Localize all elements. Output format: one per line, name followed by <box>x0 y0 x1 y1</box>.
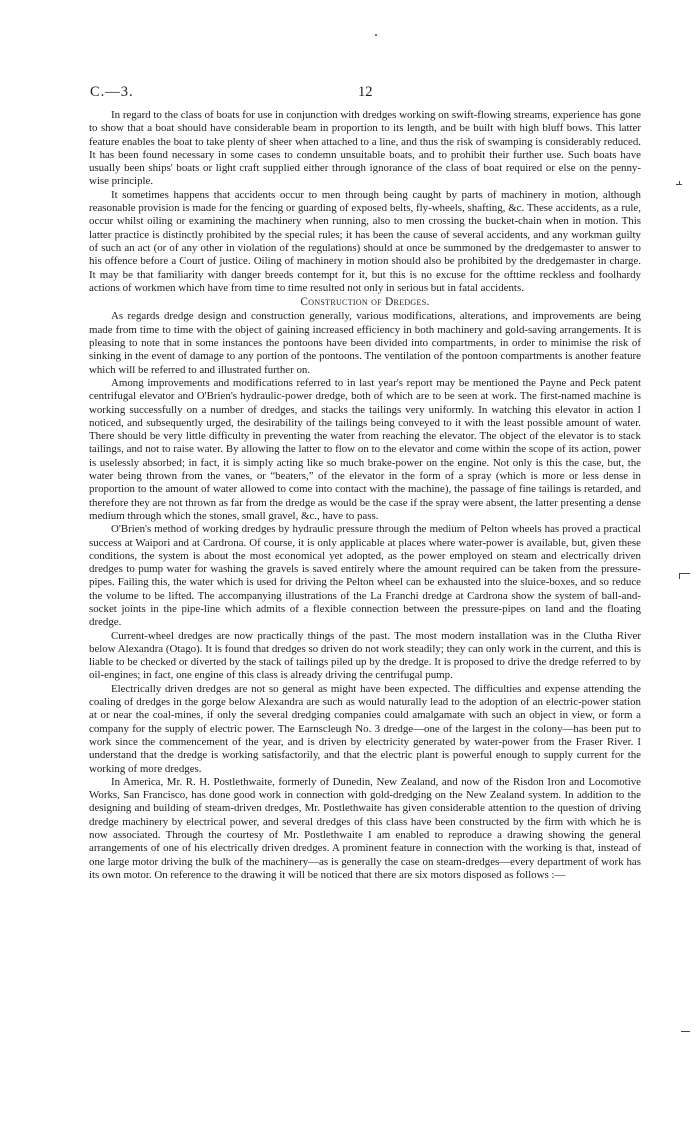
paragraph: As regards dredge design and construction generally, various modifications, alterations, and improvements are being made from time to time with the object of gaining increased efficiency in both machinery and gold-saving arrangements. It is pleasing to note that in some instances the pontoons have been divided into compartments, in order to minimise the risk of sinking in the event of damage to any portion of the pontoons. The ventilation of the pontoon compartments is another feature which will be referred to and illustrated further on. <box>89 310 641 376</box>
body-text <box>89 109 641 882</box>
document-reference: C.—3. <box>90 84 134 100</box>
paragraph: In regard to the class of boats for use in conjunction with dredges working on swift-flowing streams, experience has gone to show that a boat should have considerable beam in proportion to its length, and be built with high bluff bows. This latter feature enables the boat to take plenty of sheer when attached to a line, and thus the risk of swamping is considerably reduced. It has been found necessary in some cases to condemn unsuitable boats, and to prohibit their further use. Such boats have usually been ships' boats or light craft supplied either through ignorance of the class of boat required or else on the penny-wise principle. <box>89 109 641 188</box>
margin-mark <box>679 573 690 574</box>
page-number: 12 <box>358 84 373 100</box>
paragraph: Current-wheel dredges are now practically things of the past. The most modern installation was in the Clutha River below Alexandra (Otago). It is found that dredges so driven do not work steadily; they can only work in the current, and this is liable to be checked or diverted by the stack of tailings piled up by the dredge. It is proposed to drive the dredge referred to by oil-engines; in fact, one engine of this class is already driving the centrifugal pump. <box>89 629 641 682</box>
paragraph: Electrically driven dredges are not so general as might have been expected. The difficulties and expense attending the coaling of dredges in the gorge below Alexandra are such as would naturally lead to the adoption of an electric-power station at or near the coal-mines, if only the several dredging companies could amalgamate with such an object in view, or form a company for the supply of electric power. The Earnscleugh No. 3 dredge—one of the largest in the colony—has been put to work since the commencement of the year, and is driven by electricity generated by water-power from the Fraser River. I understand that the dredge is working satisfactorily, and that the electric plant is powerful enough to supply current for the working of more dredges. <box>89 682 641 775</box>
paragraph: In America, Mr. R. H. Postlethwaite, formerly of Dunedin, New Zealand, and now of the Risdon Iron and Locomotive Works, San Francisco, has done good work in connection with gold-dredging on the New Zealand system. In addition to the designing and building of steam-driven dredges, Mr. Postlethwaite has given considerable attention to the question of driving dredge machinery by electrical power, and several dredges of this class have been constructed by the firm with which he is now associated. Through the courtesy of Mr. Postlethwaite I am enabled to reproduce a drawing showing the general arrangements of one of his electrically driven dredges. A prominent feature in connection with the working is that, instead of one large motor driving the bulk of the machinery—as is generally the case on steam-dredges—every department of work has its own motor. On reference to the drawing it will be noticed that there are six motors disposed as follows :— <box>89 775 641 881</box>
margin-mark <box>679 181 680 185</box>
paragraph: It sometimes happens that accidents occur to men through being caught by parts of machinery in motion, although reasonable provision is made for the fencing or guarding of exposed belts, fly-wheels, shafting, &c. These accidents, as a rule, occur whilst oiling or examining the machinery when running, also to men crossing the bucket-chain when in motion. This latter practice is distinctly prohibited by the special rules; it has been the cause of several accidents, and any workman guilty of such an act (or of any other in violation of the regulations) should at once be summoned by the dredgemaster to answer to his offence before a Court of justice. Oiling of machinery in motion should also be prohibited by the dredgemaster in charge. It may be that familiarity with danger breeds contempt for it, but this is no excuse for the ofttime reckless and foolhardy actions of workmen which have from time to time resulted not only in serious but in fatal accidents. <box>89 188 641 294</box>
paragraph: O'Brien's method of working dredges by hydraulic pressure through the medium of Pelton wheels has proved a practical success at Waipori and at Cardrona. Of course, it is only applicable at places where water-power is available, but, given these conditions, the system is about the most economical yet adopted, as the power employed on steam and electrically driven dredges to pump water for washing the gravels is saved entirely where the amount required can be taken from the pressure-pipes. Failing this, the water which is used for driving the Pelton wheel can be exhausted into the sluice-boxes, and so reduce the volume to be lifted. The accompanying illustrations of the La Franchi dredge at Cardrona show the system of ball-and-socket joints in the pipe-line which admits of a flexible connection between the pressure-pipes on land and the floating dredge. <box>89 523 641 629</box>
page-header <box>90 84 640 104</box>
margin-mark <box>679 573 680 579</box>
margin-mark <box>375 34 377 36</box>
section-heading: Construction of Dredges. <box>300 296 430 309</box>
paragraph: Among improvements and modifications referred to in last year's report may be mentioned the Payne and Peck patent centrifugal elevator and O'Brien's hydraulic-power dredge, both of which are to be seen at work. The first-named machine is working successfully on a number of dredges, and stacks the tailings very uniformly. In watching this elevator in action I noticed, and subsequently urged, the desirability of the tailings being conveyed to it with the least possible amount of water. There should be very little difficulty in preventing the water from reaching the elevator. The object of the elevator is to stack tailings, and not to raise water. By allowing the latter to flow on to the elevator and come within the scope of its action, power is uselessly absorbed; in fact, it is simply acting like so much brake-power on the engine. Not only is this the case, but, the water being thrown from the vanes, or “beaters,” of the elevator in the form of a spray (which is more or less dense in proportion to the amount of water allowed to come into contact with the machine), the passage of fine tailings is retarded, and therefore they are not thrown as far from the dredge as would be the case if the spray were absent, the latter presenting a dense medium through which the stones, small gravel, &c., have to pass. <box>89 376 641 522</box>
margin-mark <box>681 1031 690 1032</box>
